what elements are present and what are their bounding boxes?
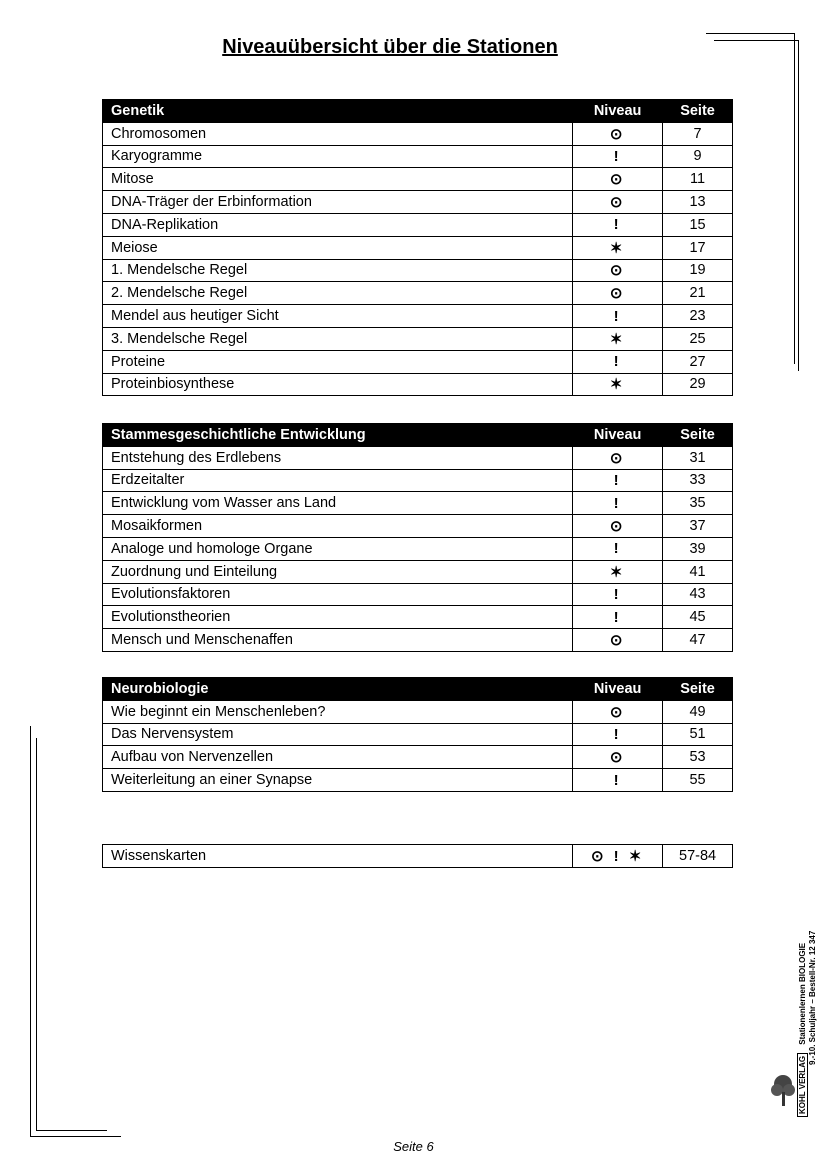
circle-level-icon: ⊙ bbox=[573, 168, 663, 191]
seite-header: Seite bbox=[663, 678, 733, 701]
excl-level-icon: ! bbox=[573, 537, 663, 560]
table-header-row bbox=[103, 100, 733, 123]
station-name: Chromosomen bbox=[103, 122, 573, 145]
circle-level-icon: ⊙ bbox=[573, 629, 663, 652]
station-name: Proteine bbox=[103, 350, 573, 373]
star-level-icon: ✶ bbox=[573, 373, 663, 396]
table-row bbox=[103, 305, 733, 328]
page-number: 25 bbox=[663, 327, 733, 350]
station-name: Evolutionsfaktoren bbox=[103, 583, 573, 606]
station-name: Mensch und Menschenaffen bbox=[103, 629, 573, 652]
table-row bbox=[103, 236, 733, 259]
station-name: Zuordnung und Einteilung bbox=[103, 560, 573, 583]
station-name: Wie beginnt ein Menschenleben? bbox=[103, 700, 573, 723]
section-table-genetik bbox=[102, 99, 733, 396]
star-level-icon: ✶ bbox=[573, 236, 663, 259]
table-row bbox=[103, 259, 733, 282]
table-row bbox=[103, 769, 733, 792]
circle-level-icon: ⊙ bbox=[573, 122, 663, 145]
station-name: 3. Mendelsche Regel bbox=[103, 327, 573, 350]
table-header-row bbox=[103, 678, 733, 701]
excl-level-icon: ! bbox=[573, 305, 663, 328]
station-name: Wissenskarten bbox=[103, 845, 573, 868]
page-number: 55 bbox=[663, 769, 733, 792]
page-number: 41 bbox=[663, 560, 733, 583]
table-row bbox=[103, 350, 733, 373]
niveau-header: Niveau bbox=[573, 424, 663, 447]
table-row bbox=[103, 122, 733, 145]
page-number: 49 bbox=[663, 700, 733, 723]
section-header: Genetik bbox=[103, 100, 573, 123]
circle-level-icon: ⊙ bbox=[573, 746, 663, 769]
table-row bbox=[103, 700, 733, 723]
page-number: 57-84 bbox=[663, 845, 733, 868]
page-footer: Seite 6 bbox=[393, 1139, 434, 1154]
frame-bottom-left-line-2 bbox=[36, 738, 107, 1131]
station-name: 2. Mendelsche Regel bbox=[103, 282, 573, 305]
table-row bbox=[103, 446, 733, 469]
wissenskarten-table bbox=[102, 844, 733, 868]
station-name: Proteinbiosynthese bbox=[103, 373, 573, 396]
station-name: Entwicklung vom Wasser ans Land bbox=[103, 492, 573, 515]
station-name: Weiterleitung an einer Synapse bbox=[103, 769, 573, 792]
niveau-header: Niveau bbox=[573, 100, 663, 123]
table-row bbox=[103, 168, 733, 191]
station-name: DNA-Träger der Erbinformation bbox=[103, 191, 573, 214]
station-name: Erdzeitalter bbox=[103, 469, 573, 492]
circle-level-icon: ⊙ bbox=[573, 191, 663, 214]
table-header-row bbox=[103, 424, 733, 447]
table-row bbox=[103, 327, 733, 350]
circle-level-icon: ⊙ bbox=[573, 515, 663, 538]
circle-level-icon: ⊙ bbox=[573, 259, 663, 282]
table-row bbox=[103, 746, 733, 769]
table-row bbox=[103, 723, 733, 746]
excl-level-icon: ! bbox=[573, 769, 663, 792]
station-name: 1. Mendelsche Regel bbox=[103, 259, 573, 282]
seite-header: Seite bbox=[663, 424, 733, 447]
page-number: 31 bbox=[663, 446, 733, 469]
section-table-neurobiologie bbox=[102, 677, 733, 792]
excl-level-icon: ! bbox=[573, 469, 663, 492]
page-number: 43 bbox=[663, 583, 733, 606]
page-number: 35 bbox=[663, 492, 733, 515]
table-row bbox=[103, 629, 733, 652]
station-name: Karyogramme bbox=[103, 145, 573, 168]
seite-header: Seite bbox=[663, 100, 733, 123]
table-row bbox=[103, 606, 733, 629]
page-number: 9 bbox=[663, 145, 733, 168]
publisher-brand: KOHL VERLAG bbox=[797, 1053, 808, 1117]
excl-level-icon: ! bbox=[573, 213, 663, 236]
star-level-icon: ✶ bbox=[573, 327, 663, 350]
table-row bbox=[103, 845, 733, 868]
station-name: Aufbau von Nervenzellen bbox=[103, 746, 573, 769]
table-row bbox=[103, 537, 733, 560]
station-name: Mitose bbox=[103, 168, 573, 191]
niveau-header: Niveau bbox=[573, 678, 663, 701]
page-number: 51 bbox=[663, 723, 733, 746]
excl-level-icon: ! bbox=[573, 723, 663, 746]
page-title: Niveauübersicht über die Stationen bbox=[222, 36, 558, 58]
excl-level-icon: ! bbox=[573, 350, 663, 373]
page-number: 53 bbox=[663, 746, 733, 769]
page-number: 15 bbox=[663, 213, 733, 236]
page-number: 39 bbox=[663, 537, 733, 560]
station-name: Meiose bbox=[103, 236, 573, 259]
table-row bbox=[103, 191, 733, 214]
circle-level-icon: ⊙ bbox=[573, 282, 663, 305]
section-table-stammesgeschichte bbox=[102, 423, 733, 652]
table-row bbox=[103, 560, 733, 583]
circle-level-icon: ⊙ bbox=[573, 446, 663, 469]
station-name: Evolutionstheorien bbox=[103, 606, 573, 629]
level-icons: ⊙ ! ✶ bbox=[573, 845, 663, 868]
page-number: 17 bbox=[663, 236, 733, 259]
table-row bbox=[103, 469, 733, 492]
page-number: 33 bbox=[663, 469, 733, 492]
station-name: Entstehung des Erdlebens bbox=[103, 446, 573, 469]
page-number: 13 bbox=[663, 191, 733, 214]
station-name: Das Nervensystem bbox=[103, 723, 573, 746]
table-row bbox=[103, 282, 733, 305]
star-level-icon: ✶ bbox=[573, 560, 663, 583]
table-row bbox=[103, 145, 733, 168]
page-number: 7 bbox=[663, 122, 733, 145]
publisher-line2: 9.-10. Schuljahr – Bestell-Nr. 12 347 bbox=[808, 930, 817, 1065]
section-header: Neurobiologie bbox=[103, 678, 573, 701]
excl-level-icon: ! bbox=[573, 492, 663, 515]
page-number: 19 bbox=[663, 259, 733, 282]
excl-level-icon: ! bbox=[573, 145, 663, 168]
page-number: 37 bbox=[663, 515, 733, 538]
publisher-line1: Stationenlernen BIOLOGIE bbox=[798, 942, 807, 1045]
circle-level-icon: ⊙ bbox=[573, 700, 663, 723]
page-number: 47 bbox=[663, 629, 733, 652]
section-header: Stammesgeschichtliche Entwicklung bbox=[103, 424, 573, 447]
page-number: 23 bbox=[663, 305, 733, 328]
station-name: DNA-Replikation bbox=[103, 213, 573, 236]
page-number: 11 bbox=[663, 168, 733, 191]
page-number: 45 bbox=[663, 606, 733, 629]
table-row bbox=[103, 583, 733, 606]
station-name: Mosaikformen bbox=[103, 515, 573, 538]
tree-logo-icon bbox=[771, 1072, 801, 1108]
table-row bbox=[103, 213, 733, 236]
table-row bbox=[103, 515, 733, 538]
page-number: 21 bbox=[663, 282, 733, 305]
excl-level-icon: ! bbox=[573, 583, 663, 606]
station-name: Analoge und homologe Organe bbox=[103, 537, 573, 560]
publisher-sidebar bbox=[785, 862, 817, 1114]
page-number: 27 bbox=[663, 350, 733, 373]
station-name: Mendel aus heutiger Sicht bbox=[103, 305, 573, 328]
excl-level-icon: ! bbox=[573, 606, 663, 629]
table-row bbox=[103, 492, 733, 515]
table-row bbox=[103, 373, 733, 396]
page-number: 29 bbox=[663, 373, 733, 396]
